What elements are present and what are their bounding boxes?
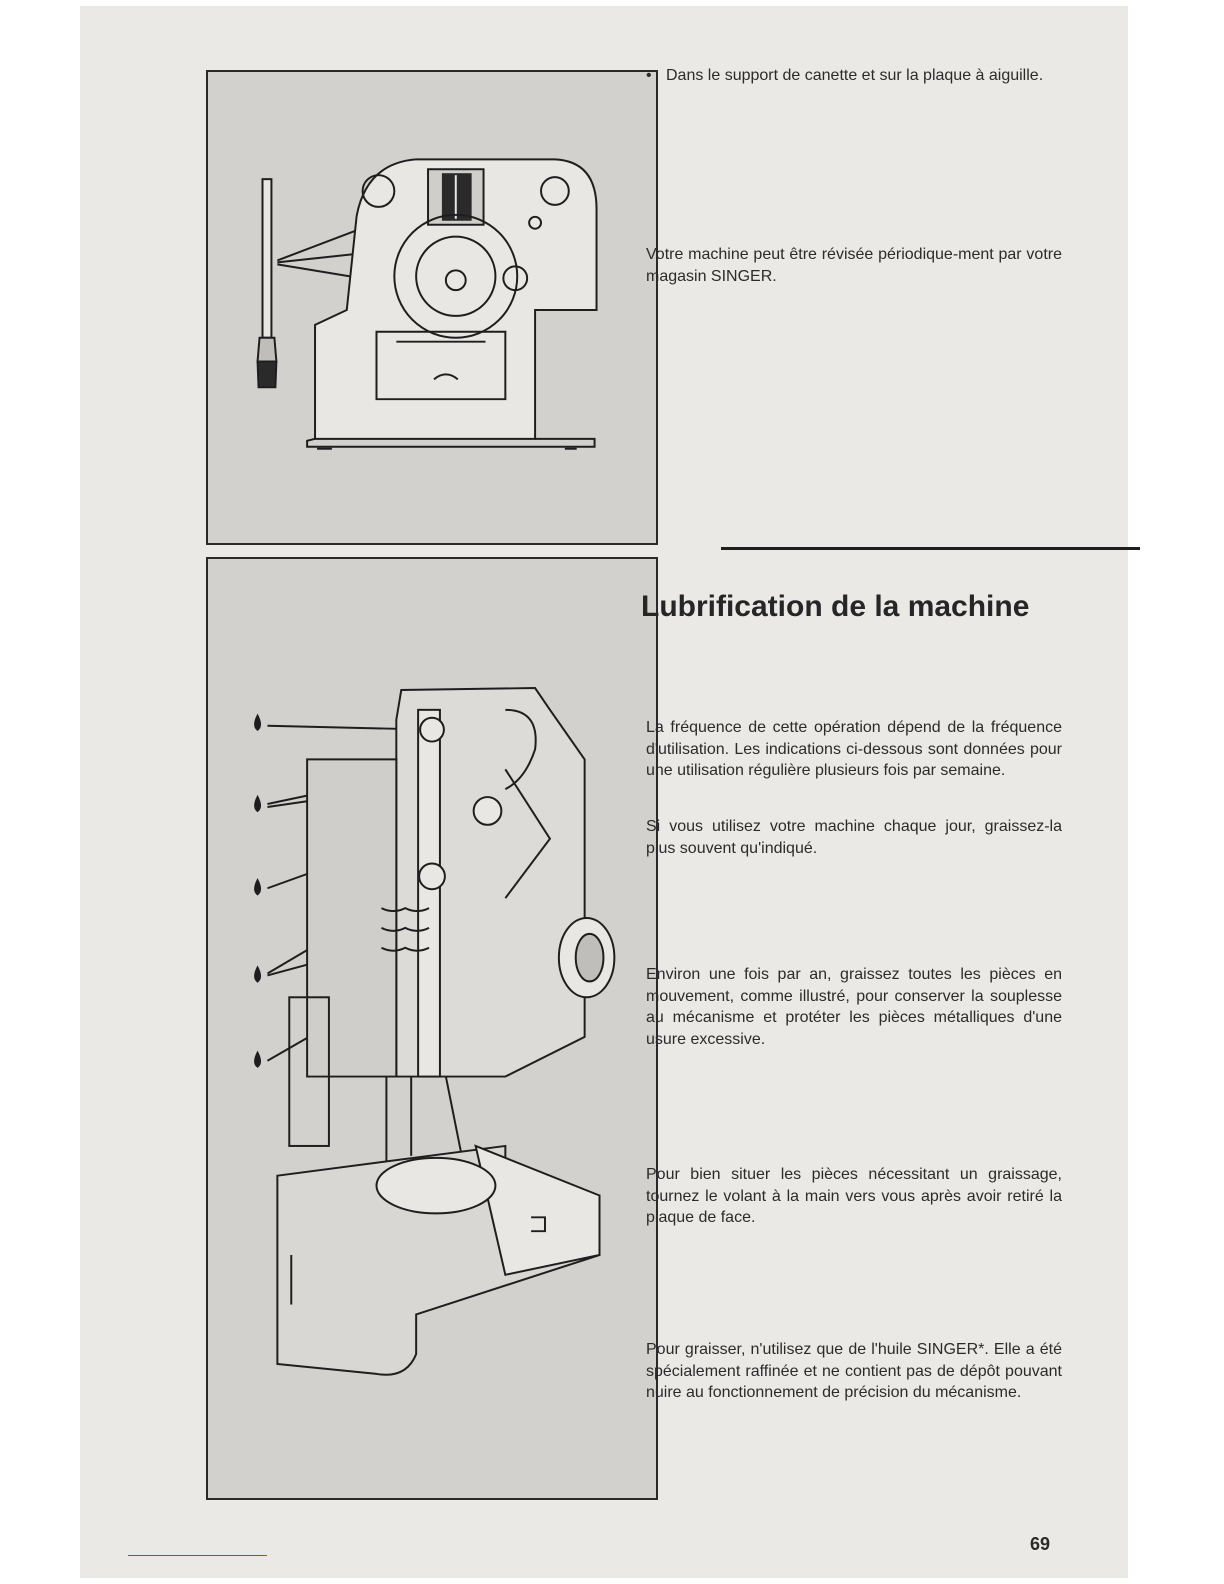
revision-paragraph bbox=[646, 244, 1062, 287]
paragraph-locate-parts bbox=[646, 1164, 1062, 1229]
oil-drop-icon bbox=[255, 1053, 260, 1067]
paragraph-yearly bbox=[646, 964, 1062, 1050]
oil-drop-icon bbox=[255, 797, 260, 811]
lubrication-points-illustration bbox=[206, 557, 658, 1500]
bobbin-area-drawing bbox=[208, 72, 656, 543]
footer-line bbox=[128, 1555, 267, 1556]
paragraph-1: La fréquence de cette opération dépend de la fréquence d'utilisation. Les indications ci-dessous sont données pour une utilisation régulière plusieurs fois par semaine. bbox=[646, 719, 1062, 779]
paragraph-daily-use bbox=[646, 816, 1062, 859]
section-divider bbox=[721, 547, 1140, 550]
paragraph-2: Si vous utilisez votre machine chaque jour, graissez-la plus souvent qu'indiqué. bbox=[646, 818, 1062, 857]
paragraph-4: Pour bien situer les pièces nécessitant un graissage, tournez le volant à la main vers vous après avoir retiré la plaque de face. bbox=[646, 1166, 1062, 1226]
paragraph-frequency bbox=[646, 717, 1062, 782]
paragraph-oil bbox=[646, 1339, 1062, 1404]
paragraph-3: Environ une fois par an, graissez toutes les pièces en mouvement, comme illustré, pour conserver la souplesse au mécanisme et protéter les pièces métalliques d'une usure excessive. bbox=[646, 966, 1062, 1048]
revision-text: Votre machine peut être révisée périodique-ment par votre magasin SINGER. bbox=[646, 246, 1062, 285]
oil-drop-icon bbox=[255, 880, 260, 894]
machine-head-drawing bbox=[208, 559, 656, 1498]
bobbin-cleaning-illustration bbox=[206, 70, 658, 545]
bullet-text: Dans le support de canette et sur la plaque à aiguille. bbox=[666, 67, 1044, 84]
oil-drop-icon bbox=[255, 716, 260, 730]
page-number: 69 bbox=[1030, 1534, 1051, 1554]
bullet-item bbox=[646, 65, 1062, 87]
oil-drop-icon bbox=[255, 968, 260, 982]
bullet-symbol: • bbox=[646, 67, 652, 84]
paragraph-5: Pour graisser, n'utilisez que de l'huile SINGER*. Elle a été spécialement raffinée et ne contient pas de dépôt pouvant nuire au fonctionnement de précision du mécanisme. bbox=[646, 1341, 1062, 1401]
section-title: Lubrification de la machine bbox=[641, 590, 1030, 623]
